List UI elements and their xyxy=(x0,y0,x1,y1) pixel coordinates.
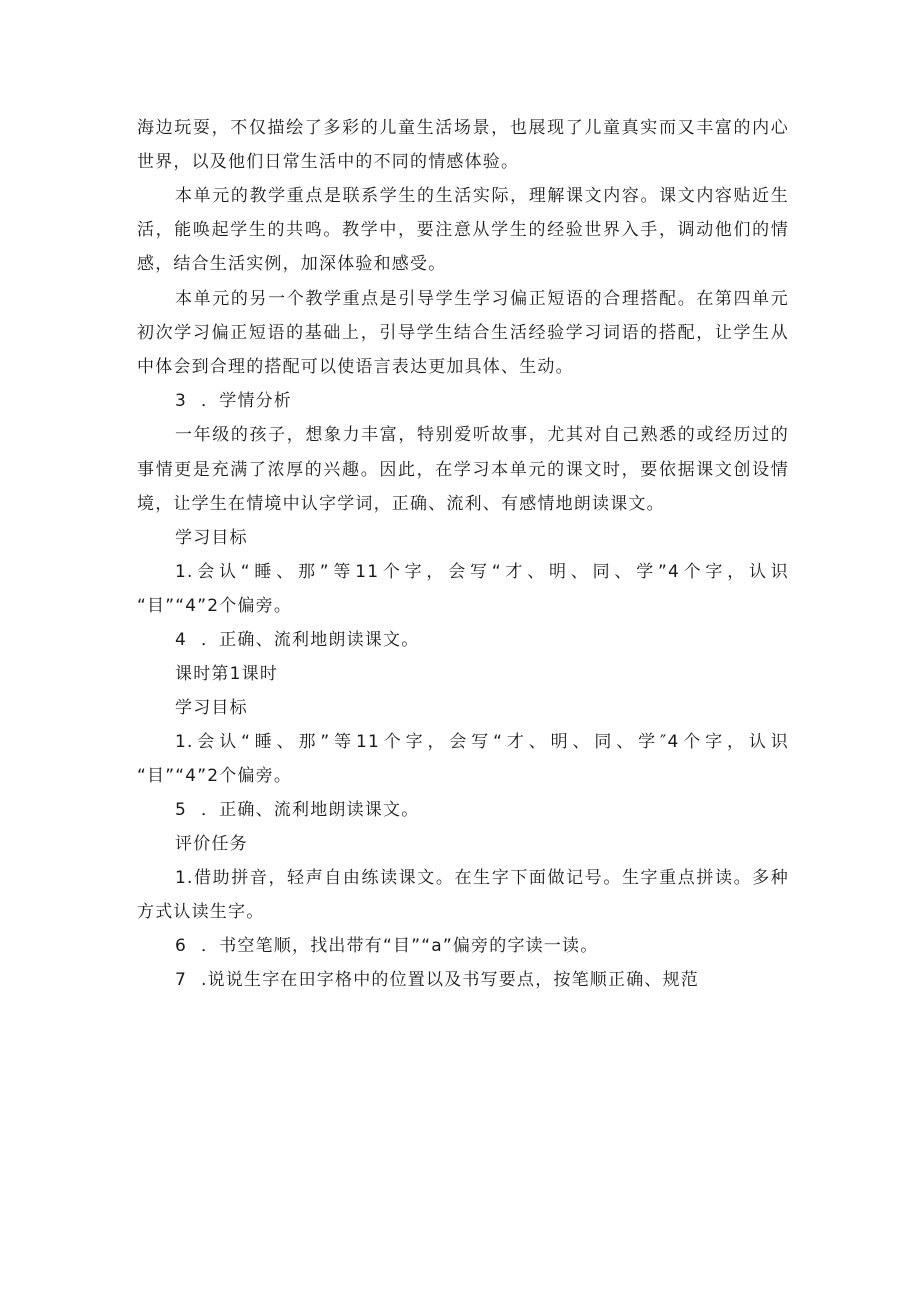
text-line: 一年级的孩子，想象力丰富，特别爱听故事，尤其对自己熟悉的或经历过的 xyxy=(175,425,789,445)
list-number: 7 xyxy=(175,970,188,990)
list-number: 3 xyxy=(175,391,188,411)
list-number: 4 xyxy=(175,630,188,650)
section-heading xyxy=(175,390,789,412)
section-heading: 学习目标 xyxy=(175,528,248,548)
text-line: 中体会到合理的搭配可以使语言表达更加具体、生动。 xyxy=(137,357,574,377)
text-line: 本单元的另一个教学重点是引导学生学习偏正短语的合理搭配。在第四单元 xyxy=(175,289,789,309)
section-heading: 课时第1课时 xyxy=(175,664,279,684)
list-item xyxy=(175,799,789,821)
text-line: 世界，以及他们日常生活中的不同的情感体验。 xyxy=(137,152,520,172)
list-item-text: ．书空笔顺，找出带有“目”“a”偏旁的字读一读。 xyxy=(201,936,599,956)
list-item xyxy=(175,935,789,957)
text-line: “目”“4”2个偏旁。 xyxy=(137,766,293,786)
text-line: 初次学习偏正短语的基础上，引导学生结合生活经验学习词语的搭配，让学生从 xyxy=(137,323,789,343)
text-line: “目”“4”2个偏旁。 xyxy=(137,596,293,616)
list-number: 6 xyxy=(175,936,188,956)
text-line: 1.会认“睡、那”等11个字，会写“才、明、同、学″4个字，认识 xyxy=(175,732,789,752)
text-line: 感，结合生活实例，加深体验和感受。 xyxy=(137,254,447,274)
text-line: 境，让学生在情境中认字学词，正确、流利、有感情地朗读课文。 xyxy=(137,494,665,514)
heading-text: ．学情分析 xyxy=(201,391,292,411)
text-line: 方式认读生字。 xyxy=(137,902,265,922)
list-item xyxy=(175,969,789,991)
section-heading: 学习目标 xyxy=(175,698,248,718)
text-line: 本单元的教学重点是联系学生的生活实际，理解课文内容。课文内容贴近生 xyxy=(175,186,789,206)
text-line: 事情更是充满了浓厚的兴趣。因此，在学习本单元的课文时，要依据课文创设情 xyxy=(137,460,789,480)
text-line: 海边玩耍，不仅描绘了多彩的儿童生活场景，也展现了儿童真实而又丰富的内心 xyxy=(137,118,789,138)
list-item xyxy=(175,629,789,651)
text-line: 活，能唤起学生的共鸣。教学中，要注意从学生的经验世界入手，调动他们的情 xyxy=(137,220,789,240)
list-item-text: ．正确、流利地朗读课文。 xyxy=(201,800,420,820)
list-item-text: ．正确、流利地朗读课文。 xyxy=(201,630,420,650)
text-line: 1.会认“睡、那”等11个字，会写“才、明、同、学”4个字，认识 xyxy=(175,562,789,582)
list-item-text: .说说生字在田字格中的位置以及书写要点，按笔顺正确、规范 xyxy=(201,970,700,990)
text-line: 1.借助拼音，轻声自由练读课文。在生字下面做记号。生字重点拼读。多种 xyxy=(175,868,789,888)
section-heading: 评价任务 xyxy=(175,834,248,854)
list-number: 5 xyxy=(175,800,188,820)
